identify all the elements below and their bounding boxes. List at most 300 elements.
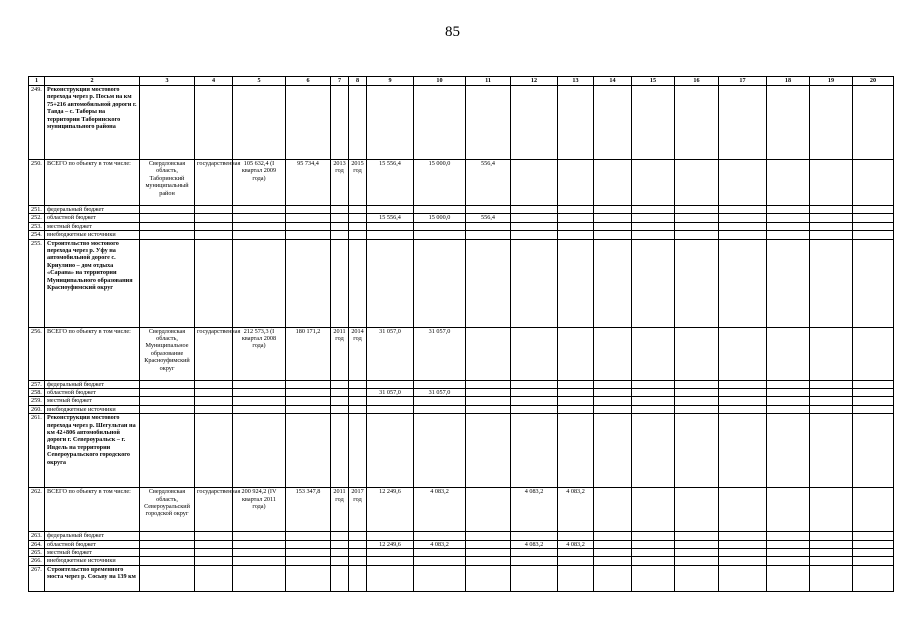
empty-cell (286, 222, 331, 230)
year-amount-cell (414, 405, 466, 413)
row-description: федеральный бюджет (45, 532, 140, 540)
empty-cell (675, 160, 719, 206)
empty-cell (331, 557, 349, 565)
empty-cell (767, 380, 810, 388)
empty-cell (632, 488, 675, 532)
empty-cell (719, 389, 767, 397)
row-description: областной бюджет (45, 389, 140, 397)
table-row (29, 405, 894, 413)
empty-cell (349, 380, 367, 388)
empty-cell (140, 557, 195, 565)
empty-cell (466, 565, 511, 591)
empty-cell (810, 86, 853, 160)
table-row (29, 557, 894, 565)
empty-cell (594, 214, 632, 222)
empty-cell (349, 214, 367, 222)
year-amount-cell (558, 389, 594, 397)
column-number: 15 (632, 77, 675, 86)
row-number: 256. (29, 327, 45, 380)
remaining-cost-cell: 95 734,4 (286, 160, 331, 206)
empty-cell (331, 239, 349, 327)
empty-cell (632, 405, 675, 413)
empty-cell (349, 222, 367, 230)
empty-cell (233, 397, 286, 405)
year-amount-cell (511, 231, 558, 239)
empty-cell (719, 206, 767, 214)
year-amount-cell (558, 549, 594, 557)
empty-cell (767, 488, 810, 532)
empty-cell (466, 239, 511, 327)
empty-cell (367, 86, 414, 160)
year-amount-cell (414, 532, 466, 540)
ownership-cell: государственная (195, 160, 233, 206)
row-number: 257. (29, 380, 45, 388)
row-number: 266. (29, 557, 45, 565)
empty-cell (233, 532, 286, 540)
year-amount-cell (558, 231, 594, 239)
year-amount-cell (558, 557, 594, 565)
empty-cell (675, 206, 719, 214)
empty-cell (195, 414, 233, 488)
empty-cell (810, 206, 853, 214)
year-amount-cell (511, 206, 558, 214)
row-number: 263. (29, 532, 45, 540)
year-amount-cell (466, 206, 511, 214)
empty-cell (594, 231, 632, 239)
row-number: 264. (29, 540, 45, 548)
year-amount-cell (558, 405, 594, 413)
empty-cell (853, 239, 894, 327)
empty-cell (349, 86, 367, 160)
column-number: 1 (29, 77, 45, 86)
empty-cell (195, 222, 233, 230)
empty-cell (286, 214, 331, 222)
table-row (29, 397, 894, 405)
table-row (29, 239, 894, 327)
empty-cell (675, 565, 719, 591)
empty-cell (767, 214, 810, 222)
empty-cell (140, 380, 195, 388)
row-description: внебюджетные источники (45, 405, 140, 413)
empty-cell (719, 414, 767, 488)
empty-cell (810, 414, 853, 488)
row-number: 253. (29, 222, 45, 230)
empty-cell (632, 160, 675, 206)
row-description: внебюджетные источники (45, 557, 140, 565)
column-number: 7 (331, 77, 349, 86)
year-amount-cell (511, 549, 558, 557)
column-number: 16 (675, 77, 719, 86)
row-description: областной бюджет (45, 214, 140, 222)
total-amount-cell: 15 556,4 (367, 160, 414, 206)
year-amount-cell (414, 231, 466, 239)
empty-cell (331, 222, 349, 230)
empty-cell (594, 206, 632, 214)
year-amount-cell: 31 057,0 (414, 389, 466, 397)
empty-cell (140, 565, 195, 591)
empty-cell (675, 380, 719, 388)
empty-cell (853, 565, 894, 591)
location-cell: Свердловская область, Североуральский городской округ (140, 488, 195, 532)
row-number: 251. (29, 206, 45, 214)
total-amount-cell (367, 397, 414, 405)
year-amount-cell (414, 549, 466, 557)
row-description: федеральный бюджет (45, 206, 140, 214)
year-amount-cell (511, 389, 558, 397)
empty-cell (810, 532, 853, 540)
empty-cell (675, 405, 719, 413)
empty-cell (286, 405, 331, 413)
year-amount-cell (558, 380, 594, 388)
empty-cell (767, 206, 810, 214)
column-number: 5 (233, 77, 286, 86)
empty-cell (233, 540, 286, 548)
empty-cell (719, 86, 767, 160)
year-amount-cell (414, 222, 466, 230)
empty-cell (286, 397, 331, 405)
empty-cell (810, 214, 853, 222)
empty-cell (853, 540, 894, 548)
empty-cell (594, 222, 632, 230)
column-number: 8 (349, 77, 367, 86)
empty-cell (632, 206, 675, 214)
empty-cell (331, 231, 349, 239)
empty-cell (632, 549, 675, 557)
table-row (29, 389, 894, 397)
empty-cell (195, 540, 233, 548)
empty-cell (594, 532, 632, 540)
year-amount-cell: 31 057,0 (414, 327, 466, 380)
ownership-cell: государственная (195, 488, 233, 532)
empty-cell (675, 414, 719, 488)
column-number: 13 (558, 77, 594, 86)
empty-cell (675, 557, 719, 565)
empty-cell (767, 414, 810, 488)
empty-cell (810, 160, 853, 206)
empty-cell (140, 389, 195, 397)
empty-cell (286, 389, 331, 397)
column-number: 14 (594, 77, 632, 86)
empty-cell (853, 532, 894, 540)
year-amount-cell (511, 214, 558, 222)
row-number: 261. (29, 414, 45, 488)
year-amount-cell (414, 557, 466, 565)
empty-cell (367, 565, 414, 591)
empty-cell (511, 239, 558, 327)
empty-cell (140, 549, 195, 557)
row-number: 252. (29, 214, 45, 222)
empty-cell (140, 405, 195, 413)
empty-cell (140, 222, 195, 230)
table-row (29, 231, 894, 239)
total-amount-cell: 15 556,4 (367, 214, 414, 222)
year-amount-cell (511, 160, 558, 206)
table-row (29, 488, 894, 532)
empty-cell (719, 488, 767, 532)
empty-cell (767, 405, 810, 413)
ownership-cell: государственная (195, 327, 233, 380)
row-description: Строительство временного моста через р. Сосьву на 139 км (45, 565, 140, 591)
year-amount-cell: 556,4 (466, 160, 511, 206)
empty-cell (195, 231, 233, 239)
year-amount-cell: 4 083,2 (414, 488, 466, 532)
year-amount-cell (466, 380, 511, 388)
investment-table (28, 76, 894, 592)
empty-cell (331, 389, 349, 397)
empty-cell (594, 405, 632, 413)
row-description: ВСЕГО по объекту в том числе: (45, 488, 140, 532)
empty-cell (233, 405, 286, 413)
row-description: местный бюджет (45, 549, 140, 557)
empty-cell (632, 239, 675, 327)
year-amount-cell: 15 000,0 (414, 214, 466, 222)
empty-cell (810, 540, 853, 548)
empty-cell (331, 565, 349, 591)
empty-cell (195, 389, 233, 397)
empty-cell (594, 414, 632, 488)
empty-cell (853, 222, 894, 230)
empty-cell (349, 565, 367, 591)
empty-cell (195, 405, 233, 413)
empty-cell (349, 206, 367, 214)
empty-cell (853, 380, 894, 388)
year-amount-cell (558, 160, 594, 206)
empty-cell (511, 414, 558, 488)
empty-cell (719, 557, 767, 565)
empty-cell (286, 206, 331, 214)
empty-cell (594, 557, 632, 565)
empty-cell (349, 389, 367, 397)
empty-cell (414, 239, 466, 327)
empty-cell (140, 214, 195, 222)
year-amount-cell (511, 532, 558, 540)
empty-cell (594, 540, 632, 548)
empty-cell (675, 540, 719, 548)
empty-cell (349, 540, 367, 548)
empty-cell (195, 239, 233, 327)
empty-cell (331, 214, 349, 222)
row-number: 255. (29, 239, 45, 327)
empty-cell (810, 565, 853, 591)
year-amount-cell (466, 488, 511, 532)
empty-cell (853, 405, 894, 413)
table-row (29, 327, 894, 380)
start-year-cell: 2013 год (331, 160, 349, 206)
empty-cell (367, 414, 414, 488)
column-number: 11 (466, 77, 511, 86)
empty-cell (632, 532, 675, 540)
empty-cell (767, 327, 810, 380)
empty-cell (286, 231, 331, 239)
empty-cell (331, 397, 349, 405)
column-number: 12 (511, 77, 558, 86)
empty-cell (233, 86, 286, 160)
empty-cell (140, 206, 195, 214)
row-description: ВСЕГО по объекту в том числе: (45, 160, 140, 206)
year-amount-cell (511, 380, 558, 388)
empty-cell (810, 557, 853, 565)
empty-cell (466, 86, 511, 160)
empty-cell (632, 222, 675, 230)
empty-cell (594, 389, 632, 397)
empty-cell (675, 86, 719, 160)
empty-cell (414, 414, 466, 488)
empty-cell (675, 327, 719, 380)
empty-cell (195, 532, 233, 540)
empty-cell (594, 565, 632, 591)
empty-cell (331, 532, 349, 540)
year-amount-cell (466, 389, 511, 397)
year-amount-cell (511, 405, 558, 413)
row-description: областной бюджет (45, 540, 140, 548)
total-amount-cell: 31 057,0 (367, 389, 414, 397)
year-amount-cell (466, 397, 511, 405)
table-row (29, 86, 894, 160)
empty-cell (331, 540, 349, 548)
column-number: 3 (140, 77, 195, 86)
empty-cell (853, 86, 894, 160)
table-row (29, 160, 894, 206)
column-number: 20 (853, 77, 894, 86)
year-amount-cell (414, 397, 466, 405)
year-amount-cell: 4 083,2 (511, 488, 558, 532)
empty-cell (632, 565, 675, 591)
table-row (29, 380, 894, 388)
year-amount-cell (466, 405, 511, 413)
empty-cell (767, 86, 810, 160)
year-amount-cell (558, 327, 594, 380)
empty-cell (719, 222, 767, 230)
row-number: 262. (29, 488, 45, 532)
year-amount-cell (558, 214, 594, 222)
empty-cell (511, 565, 558, 591)
year-amount-cell: 4 083,2 (558, 488, 594, 532)
empty-cell (140, 397, 195, 405)
column-number: 9 (367, 77, 414, 86)
total-amount-cell (367, 231, 414, 239)
empty-cell (331, 549, 349, 557)
table-row (29, 214, 894, 222)
empty-cell (349, 231, 367, 239)
year-amount-cell: 556,4 (466, 214, 511, 222)
row-number: 250. (29, 160, 45, 206)
total-amount-cell: 12 249,6 (367, 540, 414, 548)
table-row (29, 540, 894, 548)
empty-cell (675, 214, 719, 222)
empty-cell (810, 327, 853, 380)
year-amount-cell (466, 222, 511, 230)
empty-cell (140, 239, 195, 327)
empty-cell (349, 397, 367, 405)
empty-cell (719, 231, 767, 239)
empty-cell (767, 532, 810, 540)
column-number: 10 (414, 77, 466, 86)
empty-cell (558, 86, 594, 160)
empty-cell (195, 206, 233, 214)
empty-cell (632, 86, 675, 160)
empty-cell (632, 414, 675, 488)
empty-cell (632, 397, 675, 405)
table-row (29, 549, 894, 557)
empty-cell (719, 380, 767, 388)
empty-cell (331, 206, 349, 214)
empty-cell (675, 239, 719, 327)
empty-cell (140, 86, 195, 160)
empty-cell (810, 231, 853, 239)
empty-cell (140, 231, 195, 239)
empty-cell (632, 557, 675, 565)
empty-cell (594, 549, 632, 557)
row-number: 259. (29, 397, 45, 405)
empty-cell (233, 380, 286, 388)
empty-cell (632, 380, 675, 388)
year-amount-cell: 4 083,2 (558, 540, 594, 548)
total-amount-cell (367, 222, 414, 230)
year-amount-cell: 15 000,0 (414, 160, 466, 206)
start-year-cell: 2011 год (331, 488, 349, 532)
end-year-cell: 2014 год (349, 327, 367, 380)
empty-cell (349, 557, 367, 565)
empty-cell (767, 540, 810, 548)
empty-cell (853, 389, 894, 397)
empty-cell (349, 239, 367, 327)
year-amount-cell (511, 397, 558, 405)
empty-cell (414, 565, 466, 591)
estimated-cost-cell: 105 632,4 (I квартал 2009 года) (233, 160, 286, 206)
empty-cell (349, 532, 367, 540)
empty-cell (233, 214, 286, 222)
empty-cell (233, 239, 286, 327)
empty-cell (719, 405, 767, 413)
empty-cell (233, 549, 286, 557)
empty-cell (511, 86, 558, 160)
year-amount-cell (414, 206, 466, 214)
empty-cell (719, 540, 767, 548)
year-amount-cell (511, 327, 558, 380)
empty-cell (233, 389, 286, 397)
empty-cell (286, 380, 331, 388)
empty-cell (331, 405, 349, 413)
empty-cell (195, 565, 233, 591)
empty-cell (853, 549, 894, 557)
row-number: 260. (29, 405, 45, 413)
empty-cell (233, 565, 286, 591)
empty-cell (331, 86, 349, 160)
empty-cell (853, 327, 894, 380)
column-number: 4 (195, 77, 233, 86)
empty-cell (233, 231, 286, 239)
empty-cell (233, 557, 286, 565)
end-year-cell: 2017 год (349, 488, 367, 532)
empty-cell (853, 206, 894, 214)
year-amount-cell (414, 380, 466, 388)
empty-cell (286, 565, 331, 591)
empty-cell (810, 397, 853, 405)
empty-cell (767, 549, 810, 557)
empty-cell (367, 239, 414, 327)
empty-cell (767, 160, 810, 206)
empty-cell (767, 397, 810, 405)
empty-cell (767, 565, 810, 591)
empty-cell (719, 239, 767, 327)
empty-cell (594, 160, 632, 206)
empty-cell (675, 389, 719, 397)
empty-cell (594, 239, 632, 327)
empty-cell (195, 549, 233, 557)
empty-cell (594, 86, 632, 160)
year-amount-cell (466, 327, 511, 380)
empty-cell (594, 488, 632, 532)
